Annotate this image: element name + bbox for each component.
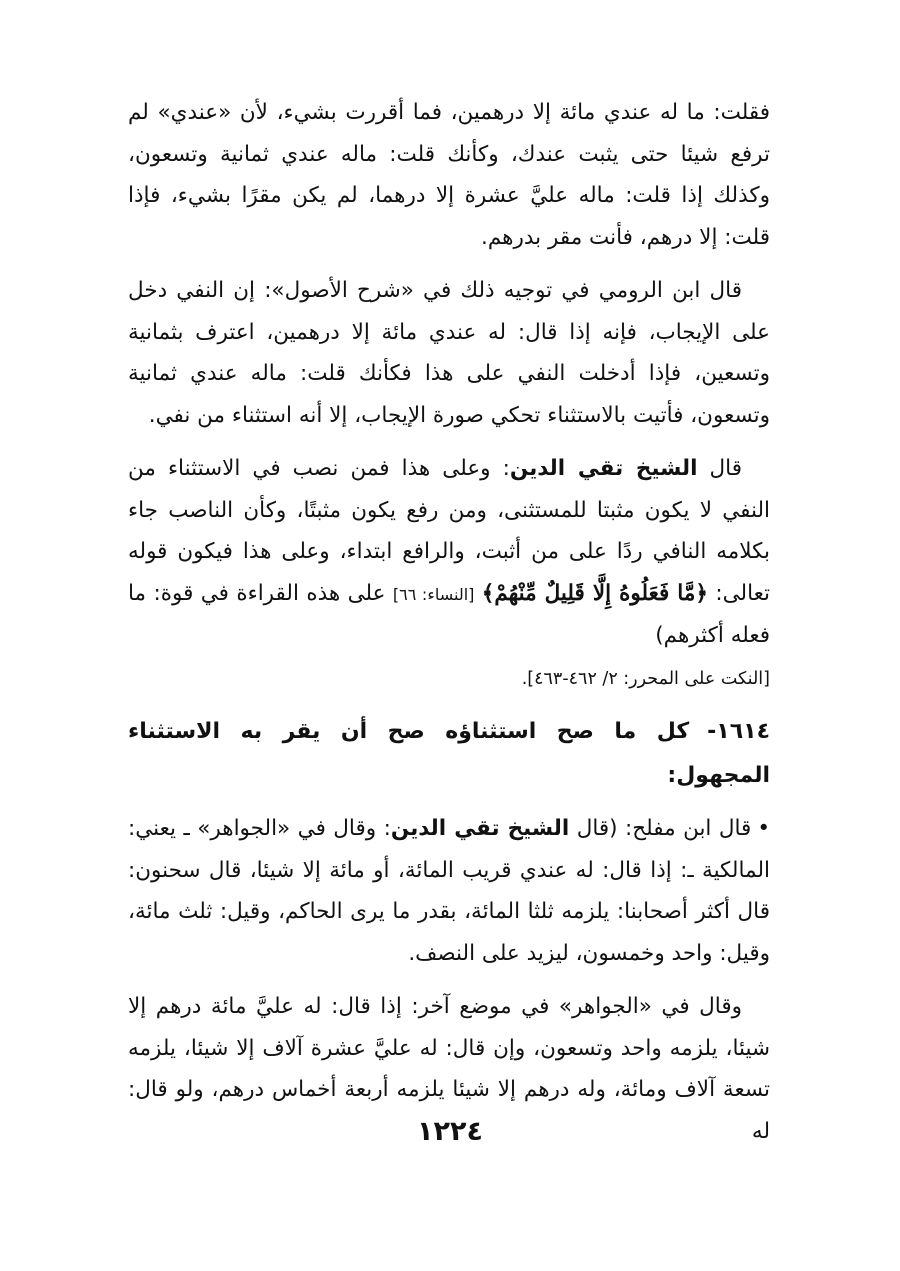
bullet-icon: • xyxy=(757,816,770,841)
paragraph-1: فقلت: ما له عندي مائة إلا درهمين، فما أقررت بشيء، لأن «عندي» لم ترفع شيئا حتى يثبت عندك، وكأنك قلت: ماله عندي ثمانية وتسعون، وكذلك إذا قلت: ماله عليَّ عشرة إلا درهما، لم يكن مقرًا بشيء، فإذا قلت: إلا درهم، فأنت مقر بدرهم. xyxy=(128,100,770,250)
paragraph-3-tail: على هذه القراءة في قوة: ما فعله أكثرهم) xyxy=(128,580,770,648)
paragraph-3-body: : وعلى هذا فمن نصب في الاستثناء من النفي لا يكون مثبتا للمستثنى، ومن رفع يكون مثبتًا، وكأن الناصب جاء بكلامه النافي ردًا على من أثبت، والرافع ابتداء، وعلى هذا فيكون قوله تعالى: xyxy=(128,456,770,606)
source-citation: [النكت على المحرر: ٢/ ٤٦٢-٤٦٣]. xyxy=(521,668,770,689)
paragraph-4-lead: قال ابن مفلح: (قال xyxy=(576,816,752,841)
quran-verse: ﴿مَّا فَعَلُوهُ إِلَّا قَلِيلٌ مِّنْهُمْ﴾ xyxy=(481,580,708,606)
section-heading xyxy=(128,710,770,798)
paragraph-3-lead: قال xyxy=(709,456,742,481)
page-number: ١٢٢٤ xyxy=(417,1116,483,1147)
quran-reference: [النساء: ٦٦] xyxy=(392,584,475,604)
page-body xyxy=(128,92,770,1164)
paragraph-4 xyxy=(128,808,770,974)
paragraph-2: قال ابن الرومي في توجيه ذلك في «شرح الأصول»: إن النفي دخل على الإيجاب، فإنه إذا قال: له عندي مائة إلا درهمين، اعترف بثمانية وتسعين، فإذا أدخلت النفي على هذا فكأنك قلت: ماله عندي ثمانية وتسعون، فأتيت بالاستثناء تحكي صورة الإيجاب، إلا أنه استثناء من نفي. xyxy=(128,278,770,428)
sheikh-name-2: الشيخ تقي الدين xyxy=(390,816,570,841)
paragraph-5: وقال في «الجواهر» في موضع آخر: إذا قال: له عليَّ مائة درهم إلا شيئا، يلزمه واحد وتسعون، وإن قال: له عليَّ عشرة آلاف إلا شيئا، يلزمه تسعة آلاف ومائة، وله درهم إلا شيئا يلزمه أربعة أخماس درهم، ولو قال: له xyxy=(128,994,770,1144)
section-number: ١٦١٤- xyxy=(707,719,770,744)
sheikh-name: الشيخ تقي الدين xyxy=(509,456,698,481)
paragraph-3 xyxy=(128,448,770,698)
paragraph-4-body: : وقال في «الجواهر» ـ يعني: المالكية ـ: إذا قال: له عندي قريب المائة، أو مائة إلا شيئا، قال سحنون: قال أكثر أصحابنا: يلزمه ثلثا المائة، بقدر ما يرى الحاكم، وقيل: ثلث مائة، وقيل: واحد وخمسون، ليزيد على النصف. xyxy=(128,816,770,966)
section-title: كل ما صح استثناؤه صح أن يقر به الاستثناء المجهول: xyxy=(128,719,770,788)
